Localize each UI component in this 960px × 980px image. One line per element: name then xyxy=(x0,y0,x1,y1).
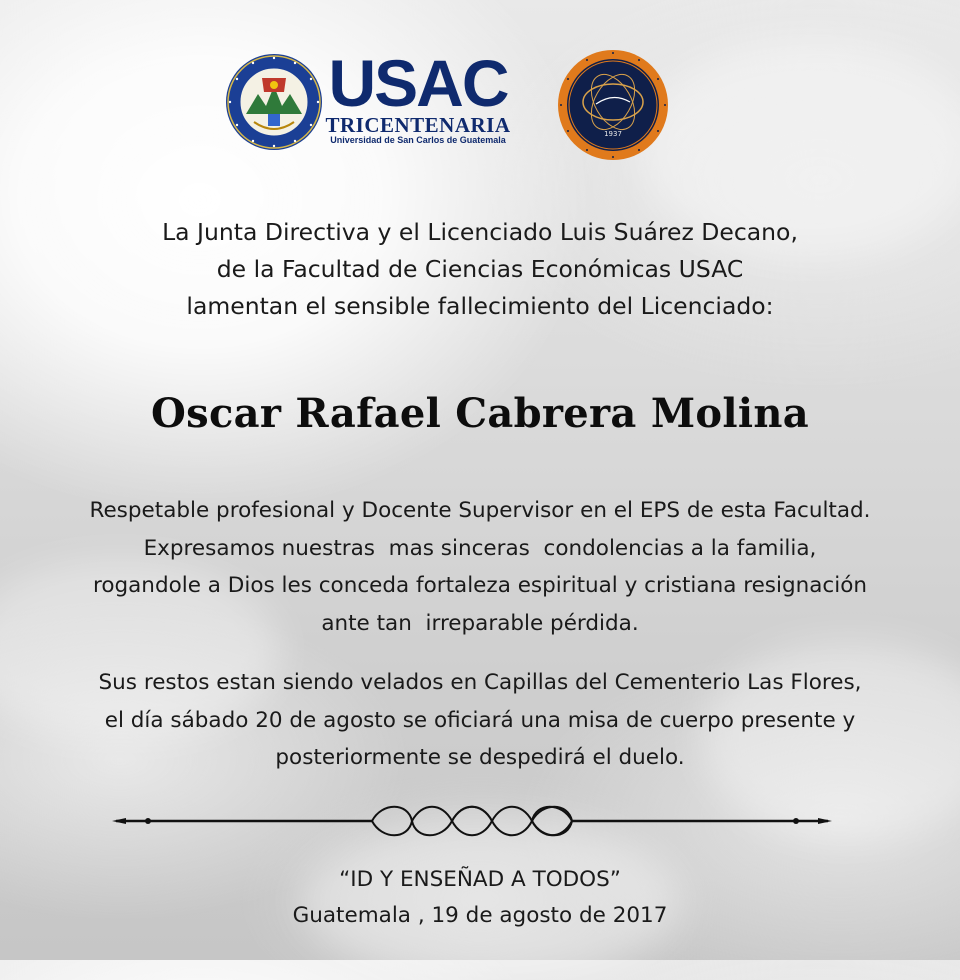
paragraph-line: rogandole a Dios les conceda fortaleza espiritual y cristiana resignación xyxy=(92,573,868,598)
usac-university-name: Universidad de San Carlos de Guatemala xyxy=(330,135,506,145)
paragraph-line: ante tan irreparable pérdida. xyxy=(321,610,639,636)
place-and-date: Guatemala , 19 de agosto de 2017 xyxy=(292,903,668,928)
svg-text:1937: 1937 xyxy=(604,130,622,138)
paragraph-line: posteriormente se despedirá el duelo. xyxy=(275,745,685,770)
intro-line: La Junta Directiva y el Licenciado Luis Suárez Decano, xyxy=(162,218,798,246)
intro-paragraph xyxy=(0,214,960,325)
usac-crest-logo xyxy=(224,52,324,152)
motto: “ID Y ENSEÑAD A TODOS” xyxy=(339,867,621,892)
paragraph-line: Sus restos estan siendo velados en Capillas del Cementerio Las Flores, xyxy=(98,670,862,695)
logo-header xyxy=(0,48,960,158)
intro-line: lamentan el sensible fallecimiento del Licenciado: xyxy=(186,292,774,320)
paragraph-line: Expresamos nuestras mas sinceras condolencias a la familia, xyxy=(143,535,817,561)
intro-line: de la Facultad de Ciencias Económicas USAC xyxy=(216,255,744,283)
funeral-details-paragraph xyxy=(0,664,960,777)
paragraph-line: el día sábado 20 de agosto se oficiará una misa de cuerpo presente y xyxy=(104,707,856,733)
ornamental-divider xyxy=(112,796,832,846)
condolence-paragraph xyxy=(0,492,960,642)
fce-seal-logo xyxy=(556,48,670,162)
usac-tricentenaria: TRICENTENARIA xyxy=(325,113,511,137)
paragraph-line: Respetable profesional y Docente Supervisor en el EPS de esta Facultad. xyxy=(89,498,871,523)
deceased-name: Oscar Rafael Cabrera Molina xyxy=(150,390,810,437)
usac-wordmark: USAC xyxy=(328,46,508,120)
